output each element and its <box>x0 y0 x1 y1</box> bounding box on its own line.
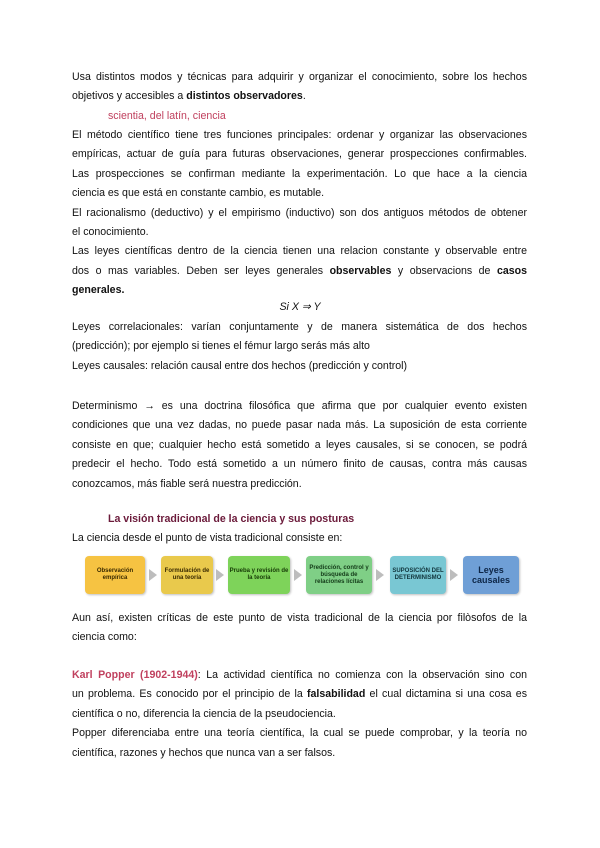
step-observacion-empirica <box>85 556 145 594</box>
criticas-line-1: Aun así, existen críticas de este punto de vista tradicional de la ciencia por filòsofos de la <box>72 612 527 624</box>
observables-bold: observables <box>329 264 392 277</box>
funciones-line-2: empíricas, actuar de guía para futuras observaciones, generar prospecciones confirmables. <box>72 148 527 161</box>
leyes-line-2-mid: y observacions de <box>391 264 497 277</box>
popper-line-1 <box>72 666 527 685</box>
popper-line-1-text: : La actividad científica no comienza con la observación sino con <box>197 669 527 681</box>
determinismo-paragraph <box>72 397 527 494</box>
casos-bold: casos <box>496 264 527 277</box>
leyes-line-2 <box>72 262 527 281</box>
determinismo-line-1: Determinismo → es una doctrina filosófica que afirma que por cualquier evento existen <box>72 400 527 412</box>
racionalismo-line-2: el conocimiento. <box>72 225 149 238</box>
intro-paragraph <box>72 68 527 107</box>
leyes-line-1: Las leyes científicas dentro de la ciencia tienen una relacion constante y observable entre <box>72 245 527 258</box>
racionalismo-line-1: El racionalismo (deductivo) y el empirismo (inductivo) son dos antiguos métodos de obtener <box>72 206 527 219</box>
section-intro <box>72 529 527 548</box>
step-formulacion-teoria <box>161 556 213 594</box>
section-intro-text: La ciencia desde el punto de vista tradicional consiste en: <box>72 532 343 544</box>
leyes-line-2-text: dos o mas variables. Deben ser leyes generales <box>72 264 330 277</box>
correlacionales-line-1: Leyes correlacionales: varían conjuntamente y de manera sistemática de dos hechos <box>72 321 527 333</box>
popper-line-2-end: el cual dictamina si una cosa es <box>365 688 527 701</box>
determinismo-line-4: predecir el hecho. Todo está sometido a un número finito de causas, contra más causas <box>72 458 527 471</box>
intro-line-2-text: objetivos y accesibles a <box>72 90 187 103</box>
process-diagram <box>85 556 525 596</box>
popper-line-2 <box>72 685 527 704</box>
determinismo-line-5: conozcamos, más fiable será nuestra predicción. <box>72 477 302 490</box>
step-label: Prueba y revisión de la teoría <box>229 568 289 581</box>
intro-line-2-end: . <box>302 90 306 103</box>
arrow-right-icon <box>216 569 224 581</box>
arrow-right-icon <box>294 569 302 581</box>
prospecciones-line-1: Las prospecciones se confirman mediante la experimentación. Lo que hace a la ciencia <box>72 167 527 180</box>
formula: Si X ⇒ Y <box>279 301 321 313</box>
step-prueba-revision <box>228 556 290 594</box>
distintos-observadores-bold: distintos observadores <box>186 90 303 103</box>
prospecciones-line-2: ciencia es que está en constante cambio, es mutable. <box>72 187 325 200</box>
funciones-line-1: El método científico tiene tres funciones principales: ordenar y organizar las observaciones <box>72 129 527 141</box>
step-prediccion-control <box>306 556 372 594</box>
intro-line-2 <box>72 87 527 106</box>
causales-line: Leyes causales: relación causal entre dos hechos (predicción y control) <box>72 359 408 372</box>
correlacionales-line-2: (predicción); por ejemplo si tienes el fémur largo serás más alto <box>72 340 370 353</box>
section-heading-text: La visión tradicional de la ciencia y sus posturas <box>108 513 355 525</box>
step-label: SUPOSICIÓN DEL DETERMINISMO <box>392 568 444 581</box>
generales-bold: generales. <box>72 284 125 297</box>
leyes-line-3 <box>72 281 527 300</box>
popper-line-3: científica o no, diferencia la ciencia de la pseudociencia. <box>72 707 336 720</box>
popper-line-5: científica, razones y hechos que nunca van a ser falsos. <box>72 746 336 759</box>
step-label: Predicción, control y búsqueda de relaciones lícitas <box>309 564 369 585</box>
step-label: Formulación de una teoría <box>164 568 210 581</box>
step-label: Leyes causales <box>471 565 511 585</box>
determinismo-line-3: consiste en que; cualquier hecho está sometido a leyes causales, si se conocen, se podrá <box>72 438 527 451</box>
step-label: Observación empírica <box>96 568 134 581</box>
arrow-right-icon <box>149 569 157 581</box>
step-suposicion-determinismo <box>390 556 446 594</box>
section-heading <box>108 510 563 529</box>
etymology-note <box>108 107 563 126</box>
arrow-right-icon <box>450 569 458 581</box>
arrow-right-icon <box>376 569 384 581</box>
popper-line-2-text: un problema. Es conocido por el principio de la <box>72 688 308 701</box>
determinismo-line-2: condiciones que una vez dadas, no puede pasar nada más. La suposición de esta corriente <box>72 419 527 432</box>
leyes-types-block <box>72 318 527 376</box>
popper-line-4: Popper diferenciaba entre una teoría científica, la cual se puede comprobar, y la teoría no <box>72 727 527 740</box>
criticas-paragraph <box>72 609 527 648</box>
criticas-line-2: ciencia como: <box>72 631 137 644</box>
etymology-text: scientia, del latín, ciencia <box>108 110 226 122</box>
popper-name: Karl Popper (1902-1944) <box>72 669 198 681</box>
intro-line-1: Usa distintos modos y técnicas para adquirir y organizar el conocimiento, sobre los hechos <box>72 71 527 83</box>
body-block <box>72 126 527 301</box>
popper-paragraph <box>72 666 527 763</box>
step-leyes-causales <box>463 556 519 594</box>
falsabilidad-bold: falsabilidad <box>307 688 366 701</box>
